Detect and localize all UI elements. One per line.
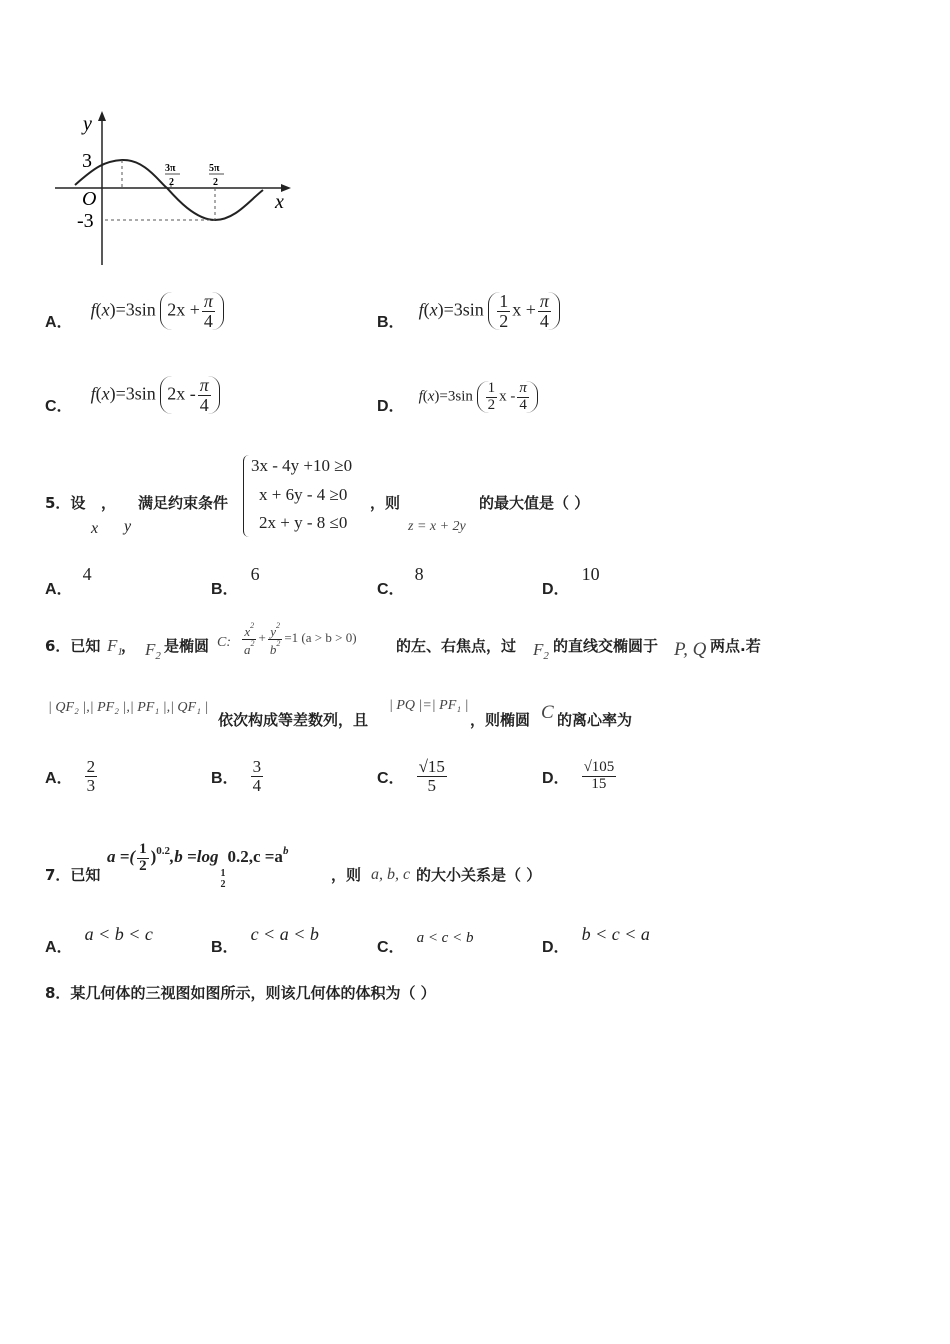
option-label: B． <box>211 769 239 787</box>
frac-num: √105 <box>583 759 615 775</box>
q6-is-ellipse: 是椭圆 <box>164 637 210 655</box>
q6-pts: 两点.若 <box>710 637 761 655</box>
func-arg: x <box>429 299 438 320</box>
q5-option-b[interactable] <box>211 562 260 598</box>
frac-num: π <box>199 374 209 395</box>
frac-num: π <box>539 290 549 311</box>
option-value: 8 <box>414 564 424 584</box>
tick1-den: 2 <box>169 177 174 188</box>
frac-den: 4 <box>252 775 262 795</box>
q5-option-d[interactable] <box>542 562 600 598</box>
q6-seq: | QF₂ |,| PF₂ |,| PF₁ |,| QF₁ | <box>48 700 209 715</box>
q5-cond-text: 满足约束条件 <box>138 494 229 512</box>
eq-rest: =1 (a > b > 0) <box>284 630 357 646</box>
f2-sub: 2 <box>155 650 161 662</box>
q4-option-a[interactable]: A． f(x)=3sin 2x + $\frac{\pi}{4}$ <box>45 288 224 334</box>
q5-constraint-2: x + 6y - 4 ≥0 <box>259 485 348 504</box>
a-var: a <box>244 641 251 657</box>
y-top-label: 3 <box>82 150 92 172</box>
q6-then: ，则椭圆 <box>470 711 531 729</box>
tick2-num: 5π <box>209 163 220 174</box>
inner: x + <box>512 299 536 320</box>
func-name: f <box>90 383 96 404</box>
option-label: C． <box>377 769 405 787</box>
func-rhs: =3sin <box>443 299 484 320</box>
frac-den: $b^2$ <box>269 638 281 657</box>
q6-line: 的直线交椭圆于 <box>553 637 659 655</box>
q6-number: 6．已知 <box>45 637 101 655</box>
frac-num: 1 <box>139 841 147 857</box>
frac-num: √15 <box>418 757 445 776</box>
q4-option-c[interactable]: C． f(x)=3sin 2x - $\frac{\pi}{4}$ <box>45 372 220 418</box>
inner: x - <box>499 388 516 405</box>
q7-option-b[interactable] <box>211 922 319 956</box>
q6-c-label: C: <box>217 635 231 650</box>
frac-den: 2 <box>139 857 147 874</box>
y-bottom-label: -3 <box>77 210 94 232</box>
option-label: D． <box>377 397 405 415</box>
exp: 0.2 <box>156 845 171 858</box>
f2-letter: F <box>145 640 156 659</box>
frac-den: 4 <box>539 310 549 331</box>
option-label: B． <box>377 313 405 331</box>
option-label: C． <box>377 939 405 956</box>
frac-den: 4 <box>203 310 213 331</box>
q5-then: ，则 <box>370 494 401 512</box>
q7-option-a[interactable] <box>45 922 153 956</box>
func-arg: x <box>101 383 110 404</box>
q5-constraint-1: 3x - 4y +10 ≥0 <box>251 456 353 475</box>
option-label: B． <box>211 939 239 956</box>
tick2-den: 2 <box>213 177 218 188</box>
option-label: D． <box>542 581 570 598</box>
b-var: b <box>269 641 277 657</box>
q6-sep: ， <box>121 637 137 655</box>
q4-option-b[interactable]: B． f(x)=3sin $\frac{1}{2}$ x + $\frac{\pi}{4}$ <box>377 288 560 334</box>
q7-number: 7．已知 <box>45 866 101 884</box>
func-arg: x <box>101 299 110 320</box>
frac-den: 2 <box>499 310 509 331</box>
option-label: A． <box>45 313 73 331</box>
q6-option-b[interactable] <box>211 758 265 795</box>
frac-num: π <box>203 290 213 311</box>
origin-label: O <box>82 188 97 210</box>
q6-ellipse-eq: $\frac{x^2}{a^2}$ + $\frac{y^2}{b^2}$ =1 (a > b > 0) <box>244 621 357 657</box>
q5-var-x: x <box>91 520 99 537</box>
frac-num: 3 <box>252 757 262 776</box>
log-base-den: 2 <box>220 878 226 890</box>
f2-sub: 2 <box>543 650 549 662</box>
func-rhs: =3sin <box>439 388 473 405</box>
option-label: C． <box>377 581 405 598</box>
q5-option-a[interactable] <box>45 562 92 598</box>
tick1-num: 3π <box>165 163 176 174</box>
q6-f2-b <box>533 640 549 662</box>
option-label: A． <box>45 939 73 956</box>
q6-c2: C <box>541 702 554 723</box>
log-base-num: 1 <box>220 868 226 880</box>
q5-comma: ， <box>101 494 117 512</box>
frac-den: 2 <box>487 396 496 413</box>
func-name: f <box>418 299 424 320</box>
q7-expression: a =( $\frac{1}{2}$ )$^{0.2}$,b =log 1 2 $0.2,c =a^b$ <box>107 841 289 890</box>
expr-c: 0.2,c =a <box>227 847 283 867</box>
q5-ask: 的最大值是（ ） <box>479 494 590 512</box>
expr-a: a =( <box>107 847 136 867</box>
expr-b: ,b =log <box>170 847 219 867</box>
f1-letter: F <box>107 636 118 655</box>
option-label: A． <box>45 581 73 598</box>
q7-option-d[interactable] <box>542 922 650 956</box>
frac-den: $a^2$ <box>244 638 255 657</box>
func-rhs: =3sin <box>115 383 156 404</box>
option-label: D． <box>542 939 570 956</box>
q6-seq-text: 依次构成等差数列，且 <box>218 711 369 729</box>
q5-objective: z = x + 2y <box>408 519 466 534</box>
frac-den: 4 <box>519 396 527 413</box>
frac-num: $x^2$ <box>244 621 255 639</box>
q5-constraint-3: 2x + y - 8 ≤0 <box>259 513 348 532</box>
func-name: f <box>90 299 96 320</box>
q6-pq: P, Q <box>674 639 707 660</box>
q5-option-c[interactable] <box>377 562 424 598</box>
q7-ask: 的大小关系是（ ） <box>416 866 542 884</box>
frac-num: $y^2$ <box>270 621 280 639</box>
x-label: x <box>275 191 284 213</box>
frac-den: 5 <box>427 775 436 795</box>
option-value: b < c < a <box>581 924 650 944</box>
option-label: D． <box>542 769 570 787</box>
func-rhs: =3sin <box>115 299 156 320</box>
sine-graph <box>45 105 305 270</box>
func-name: f <box>418 388 423 405</box>
q5-number: 5．设 <box>45 494 86 512</box>
q7-then: ，则 <box>331 866 362 884</box>
q6-cond: | PQ |=| PF₁ | <box>389 698 469 713</box>
q6-option-c[interactable] <box>377 758 449 795</box>
q6-option-a[interactable] <box>45 758 99 795</box>
frac-num: 1 <box>499 290 509 311</box>
frac-den: 15 <box>591 775 607 792</box>
y-var: y <box>270 624 276 639</box>
x-var: x <box>244 624 251 639</box>
f2-letter: F <box>533 640 544 659</box>
option-value: 4 <box>82 564 92 584</box>
frac-den: 4 <box>199 394 209 415</box>
option-value: 10 <box>581 564 600 584</box>
q7-option-c[interactable] <box>377 924 474 956</box>
q6-f2 <box>145 640 161 662</box>
q7-vars: a, b, c <box>371 866 411 883</box>
option-label: A． <box>45 769 73 787</box>
func-arg: x <box>427 388 435 405</box>
option-label: B． <box>211 581 239 598</box>
inner: 2x + <box>167 299 200 320</box>
q5-var-y: y <box>124 518 132 535</box>
option-value: a < c < b <box>416 930 474 946</box>
option-value: c < a < b <box>250 924 319 944</box>
option-value: 6 <box>250 564 260 584</box>
q6-mid: 的左、右焦点，过 <box>396 637 517 655</box>
frac-num: π <box>519 379 527 396</box>
y-label: y <box>83 113 92 135</box>
f1-sub: 1 <box>117 646 123 658</box>
inner: 2x - <box>167 383 196 404</box>
q6-ask: 的离心率为 <box>557 711 633 729</box>
q6-option-d[interactable] <box>542 760 618 793</box>
option-value: a < b < c <box>84 924 153 944</box>
q8-stem: 8．某几何体的三视图如图所示，则该几何体的体积为（ ） <box>45 984 436 1002</box>
option-label: C． <box>45 397 73 415</box>
frac-den: 3 <box>86 775 96 795</box>
frac-num: 2 <box>86 757 96 776</box>
exp-b: b <box>282 845 289 858</box>
frac-num: 1 <box>487 379 496 396</box>
q4-option-d[interactable]: D． f(x)=3sin $\frac{1}{2}$ x - $\frac{\pi}{4}$ <box>377 376 538 418</box>
y-axis-arrow <box>98 111 106 121</box>
